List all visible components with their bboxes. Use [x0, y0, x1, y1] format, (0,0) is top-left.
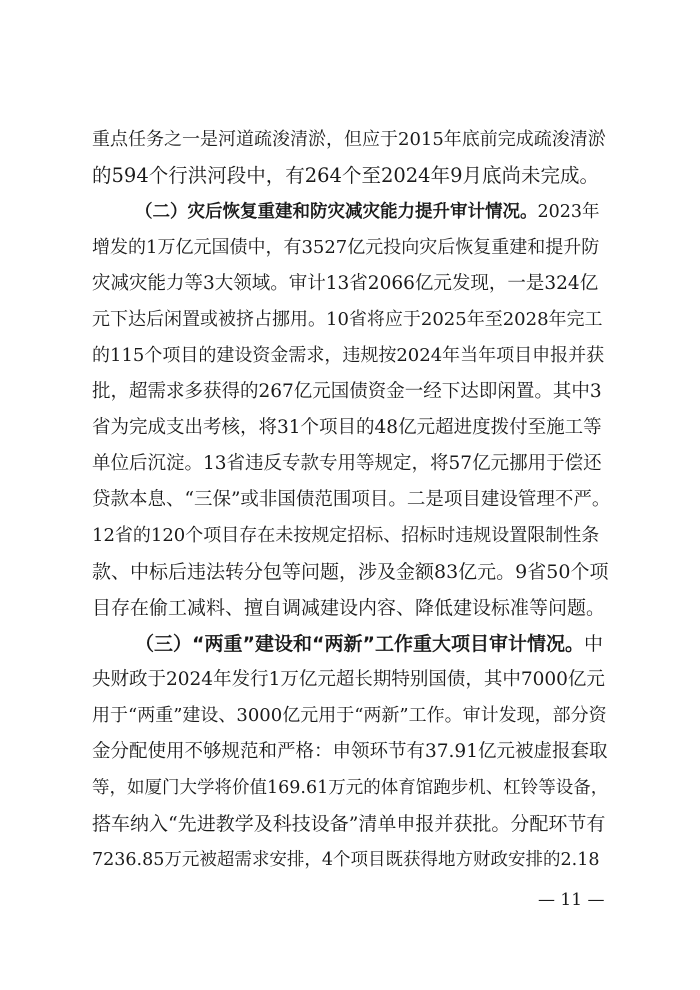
body-text-line: 7236.85万元被超需求安排，4个项目既获得地方财政安排的2.18 — [92, 850, 600, 870]
section-heading-line — [135, 195, 610, 229]
body-text-line: 批，超需求多获得的267亿元国债资金一经下达即闲置。其中3 — [92, 381, 602, 402]
body-text-line: 的115个项目的建设资金需求，违规按2024年当年项目申报并获 — [92, 345, 605, 366]
body-text-line: 央财政于2024年发行1万亿元超长期特别国债，其中7000亿元 — [92, 669, 605, 690]
body-text-line: 等，如厦门大学将价值169.61万元的体育馆跑步机、杠铃等设备， — [92, 778, 609, 798]
body-text-line: 用于“两重”建设、3000亿元用于“两新”工作。审计发现，部分资 — [92, 705, 607, 726]
body-text-line: 贷款本息、“三保”或非国债范围项目。二是项目建设管理不严。 — [92, 489, 610, 510]
body-text-run: 中 — [583, 633, 603, 655]
body-text-line: 搭车纳入“先进教学及科技设备”清单申报并获批。分配环节有 — [92, 813, 606, 835]
body-text-line: 12省的120个项目存在未按规定招标、招标时违规设置限制性条 — [92, 525, 600, 546]
body-text-line: 增发的1万亿元国债中，有3527亿元投向灾后恢复重建和提升防 — [92, 237, 600, 258]
page-number: — 11 — — [538, 890, 605, 910]
body-text-line: 单位后沉淀。13省违反专款专用等规定，将57亿元挪用于偿还 — [92, 453, 602, 474]
body-text-line: 省为完成支出考核，将31个项目的48亿元超进度拨付至施工等 — [92, 417, 602, 438]
body-text-line: 目存在偷工减料、擅自调减建设内容、降低建设标准等问题。 — [92, 597, 606, 619]
body-text-line: 重点任务之一是河道疏浚清淤，但应于2015年底前完成疏浚清淤 — [92, 129, 606, 150]
body-text-line: 元下达后闲置或被挤占挪用。10省将应于2025年至2028年完工 — [92, 309, 603, 330]
section-heading-line — [135, 627, 610, 661]
body-text-line: 的594个行洪河段中，有264个至2024年9月底尚未完成。 — [92, 164, 599, 187]
body-text-line: 金分配使用不够规范和严格：申领环节有37.91亿元被虚报套取 — [92, 741, 608, 762]
body-text-run: 2023年 — [537, 202, 600, 222]
section-heading: （二）灾后恢复重建和防灾减灾能力提升审计情况。 — [135, 202, 538, 222]
body-text-line: 灾减灾能力等3大领域。审计13省2066亿元发现，一是324亿 — [92, 273, 599, 294]
body-text-line: 款、中标后违法转分包等问题，涉及金额83亿元。9省50个项 — [92, 561, 609, 583]
section-heading: （三）“两重”建设和“两新”工作重大项目审计情况。 — [135, 633, 584, 655]
